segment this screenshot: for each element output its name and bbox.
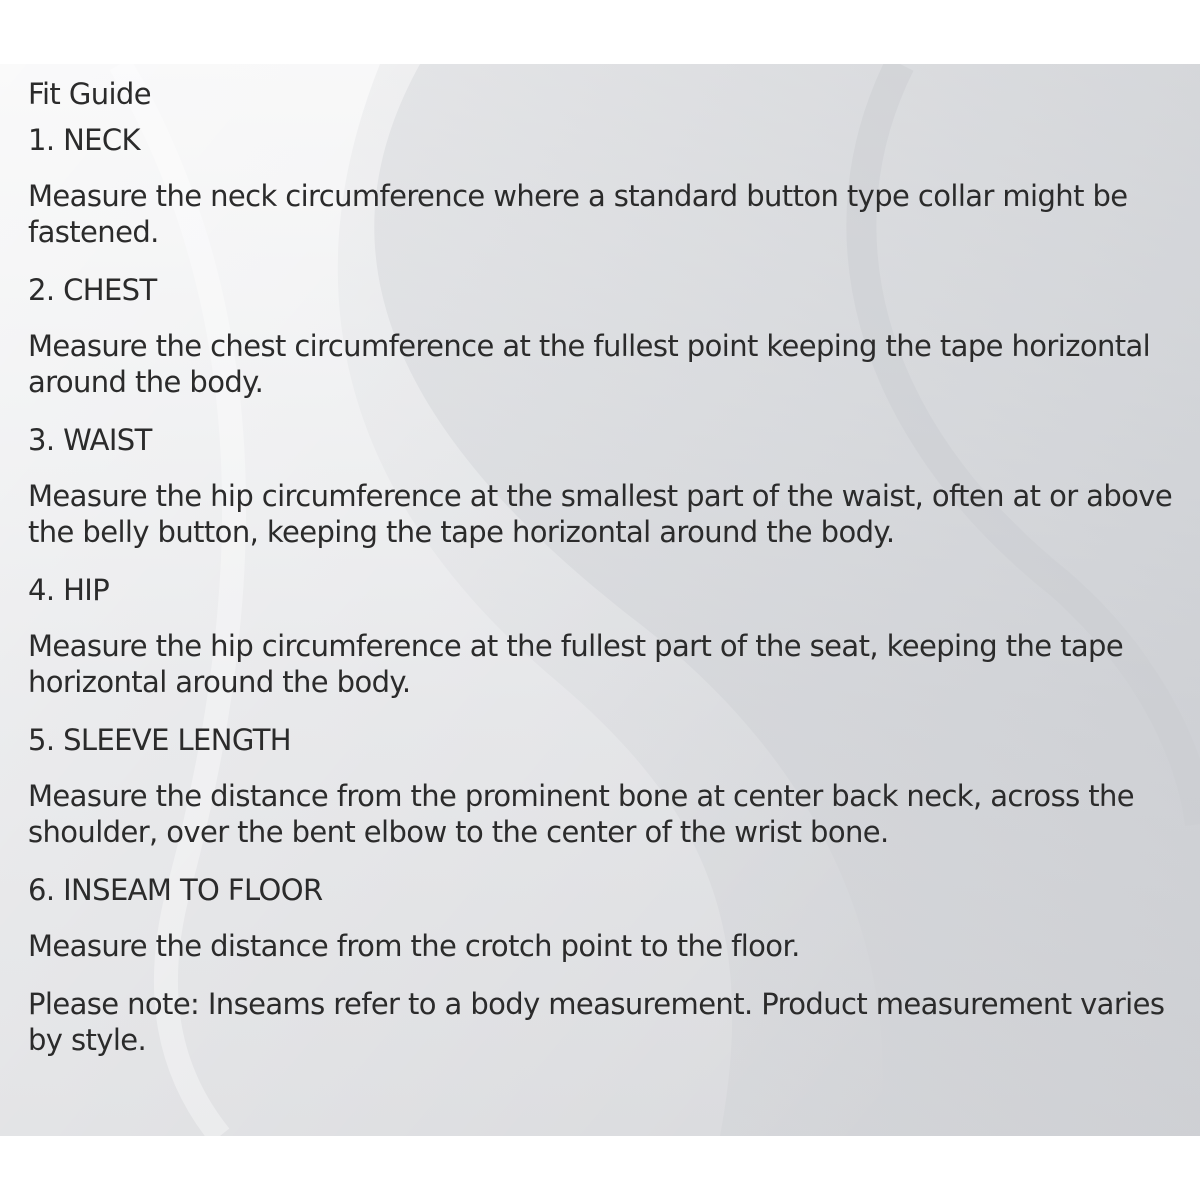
section-description-chest: Measure the chest circumference at the fullest point keeping the tape horizontal around the body. bbox=[28, 329, 1151, 399]
section-description-neck: Measure the neck circumference where a standard button type collar might be fastened. bbox=[28, 179, 1128, 249]
section-heading-waist: 3. WAIST bbox=[28, 423, 152, 457]
page-title: Fit Guide bbox=[28, 77, 151, 111]
section-description-inseam-to-floor: Measure the distance from the crotch point to the floor. bbox=[28, 929, 800, 963]
section-heading-hip: 4. HIP bbox=[28, 573, 110, 607]
section-heading-chest: 2. CHEST bbox=[28, 273, 157, 307]
section-description-hip: Measure the hip circumference at the fullest part of the seat, keeping the tape horizontal around the body. bbox=[28, 629, 1124, 699]
inseam-note: Please note: Inseams refer to a body measurement. Product measurement varies by style. bbox=[28, 987, 1165, 1057]
fit-guide-panel bbox=[0, 64, 1200, 1136]
fit-guide-content bbox=[28, 76, 1178, 1080]
section-heading-sleeve-length: 5. SLEEVE LENGTH bbox=[28, 723, 292, 757]
section-heading-inseam-to-floor: 6. INSEAM TO FLOOR bbox=[28, 873, 323, 907]
section-description-sleeve-length: Measure the distance from the prominent bone at center back neck, across the shoulder, over the bent elbow to the center of the wrist bone. bbox=[28, 779, 1135, 849]
section-description-waist: Measure the hip circumference at the smallest part of the waist, often at or above the belly button, keeping the tape horizontal around the body. bbox=[28, 479, 1173, 549]
section-heading-neck: 1. NECK bbox=[28, 123, 140, 157]
